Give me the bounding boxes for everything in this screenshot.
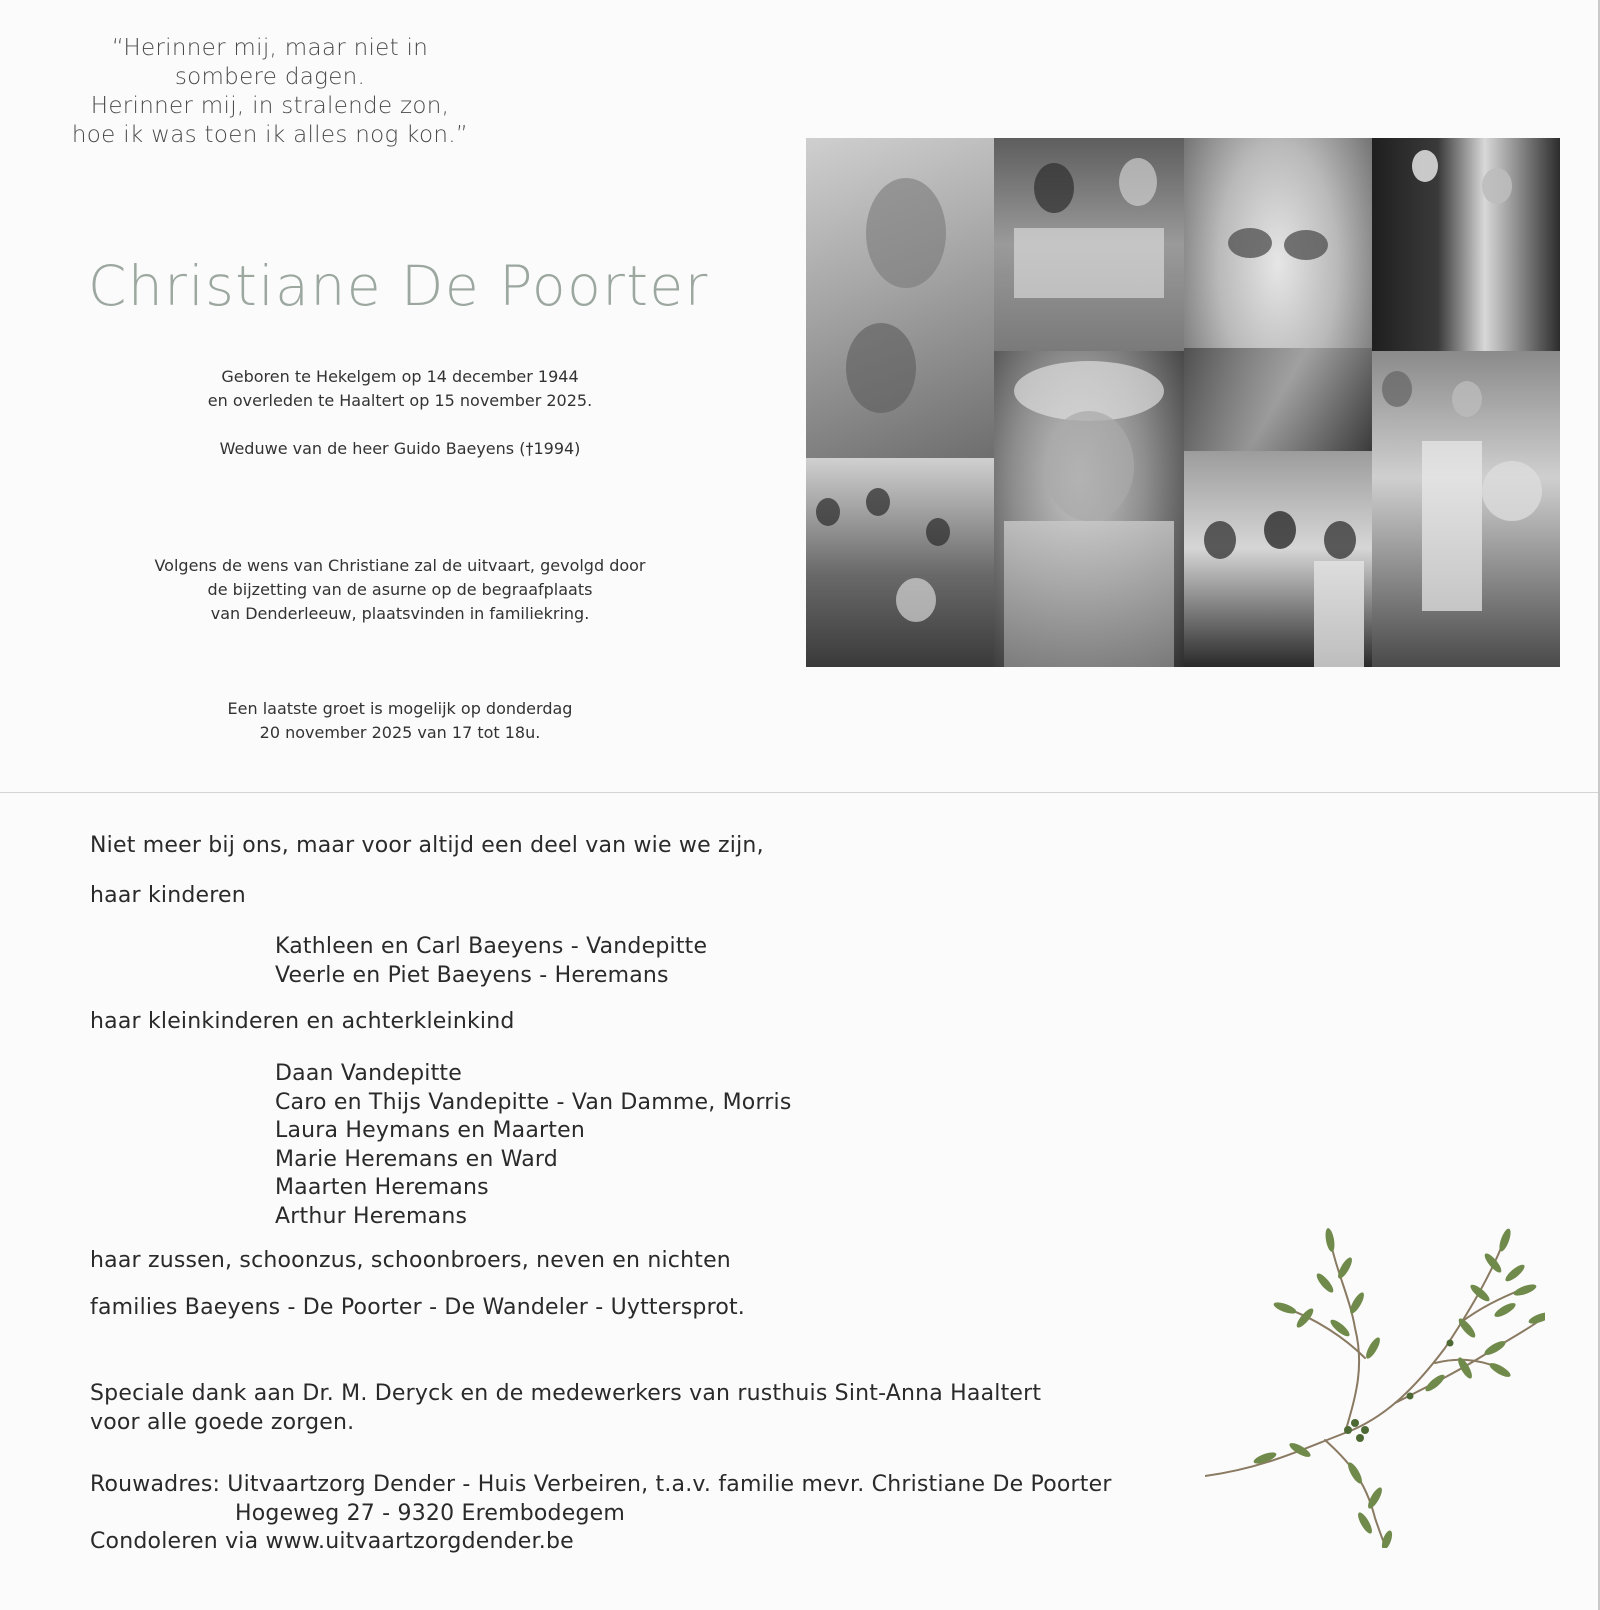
birth-line: Geboren te Hekelgem op 14 december 1944 xyxy=(221,367,579,386)
card-fold-line xyxy=(0,792,1600,793)
last-greeting-info xyxy=(100,697,700,745)
thanks-note xyxy=(90,1380,1041,1437)
list-item: Caro en Thijs Vandepitte - Van Damme, Morris xyxy=(275,1089,792,1115)
address-street: Hogeweg 27 - 9320 Erembodegem xyxy=(235,1500,625,1526)
list-item: Maarten Heremans xyxy=(275,1175,489,1200)
grandchildren-list xyxy=(275,1060,792,1231)
funeral-line: Volgens de wens van Christiane zal de uitvaart, gevolgd door xyxy=(154,556,646,575)
last-greeting-line: 20 november 2025 van 17 tot 18u. xyxy=(259,723,541,742)
photo-group-gathering xyxy=(806,458,994,667)
widow-info xyxy=(100,437,700,461)
quote-line: “Herinner mij, maar niet in xyxy=(111,35,429,61)
photo-portrait-glasses xyxy=(1184,138,1372,451)
thanks-line: voor alle goede zorgen. xyxy=(90,1409,355,1435)
funeral-line: de bijzetting van de asurne op de begraafplaats xyxy=(207,580,593,599)
birth-death-info xyxy=(100,365,700,413)
list-item: Daan Vandepitte xyxy=(275,1061,462,1086)
list-item: Veerle en Piet Baeyens - Heremans xyxy=(275,962,669,988)
death-line: en overleden te Haaltert op 15 november 2025. xyxy=(207,391,593,410)
thanks-line: Speciale dank aan Dr. M. Deryck en de medewerkers van rusthuis Sint-Anna Haaltert xyxy=(90,1381,1042,1406)
last-greeting-line: Een laatste groet is mogelijk op donderdag xyxy=(227,699,573,718)
grandchildren-heading: haar kleinkinderen en achterkleinkind xyxy=(90,1009,515,1034)
quote-line: hoe ik was toen ik alles nog kon.” xyxy=(71,122,469,148)
photo-collage xyxy=(806,138,1560,667)
family-intro: Niet meer bij ons, maar voor altijd een deel van wie we zijn, xyxy=(90,833,764,858)
photo-wedding-couple xyxy=(1372,138,1560,351)
list-item: Marie Heremans en Ward xyxy=(275,1146,558,1172)
photo-woman-in-hat xyxy=(994,351,1184,667)
photo-three-young-women xyxy=(1184,451,1372,667)
photo-wedding-family-wheelchair xyxy=(1372,351,1560,667)
list-item: Kathleen en Carl Baeyens - Vandepitte xyxy=(275,934,708,959)
mourning-address xyxy=(90,1471,1112,1557)
siblings-line: haar zussen, schoonzus, schoonbroers, neven en nichten xyxy=(90,1248,731,1273)
widow-line: Weduwe van de heer Guido Baeyens (†1994) xyxy=(219,439,581,458)
children-heading: haar kinderen xyxy=(90,883,246,908)
families-line: families Baeyens - De Poorter - De Wandeler - Uyttersprot. xyxy=(90,1295,746,1320)
deceased-name: Christiane De Poorter xyxy=(88,254,709,318)
children-list xyxy=(275,933,707,990)
quote xyxy=(60,34,480,150)
photo-two-girls-bench xyxy=(994,138,1184,351)
address-line: Rouwadres: Uitvaartzorg Dender - Huis Verbeiren, t.a.v. familie mevr. Christiane De Poorter xyxy=(90,1472,1112,1497)
list-item: Arthur Heremans xyxy=(275,1203,468,1229)
funeral-line: van Denderleeuw, plaatsvinden in familiekring. xyxy=(210,604,590,623)
quote-line: sombere dagen. xyxy=(174,64,366,90)
list-item: Laura Heymans en Maarten xyxy=(275,1118,585,1143)
funeral-info xyxy=(100,554,700,626)
condolence-line: Condoleren via www.uitvaartzorgdender.be xyxy=(90,1529,574,1554)
quote-line: Herinner mij, in stralende zon, xyxy=(90,93,450,119)
olive-branch-illustration xyxy=(1205,1218,1545,1548)
photo-baby-with-woman xyxy=(806,138,994,458)
